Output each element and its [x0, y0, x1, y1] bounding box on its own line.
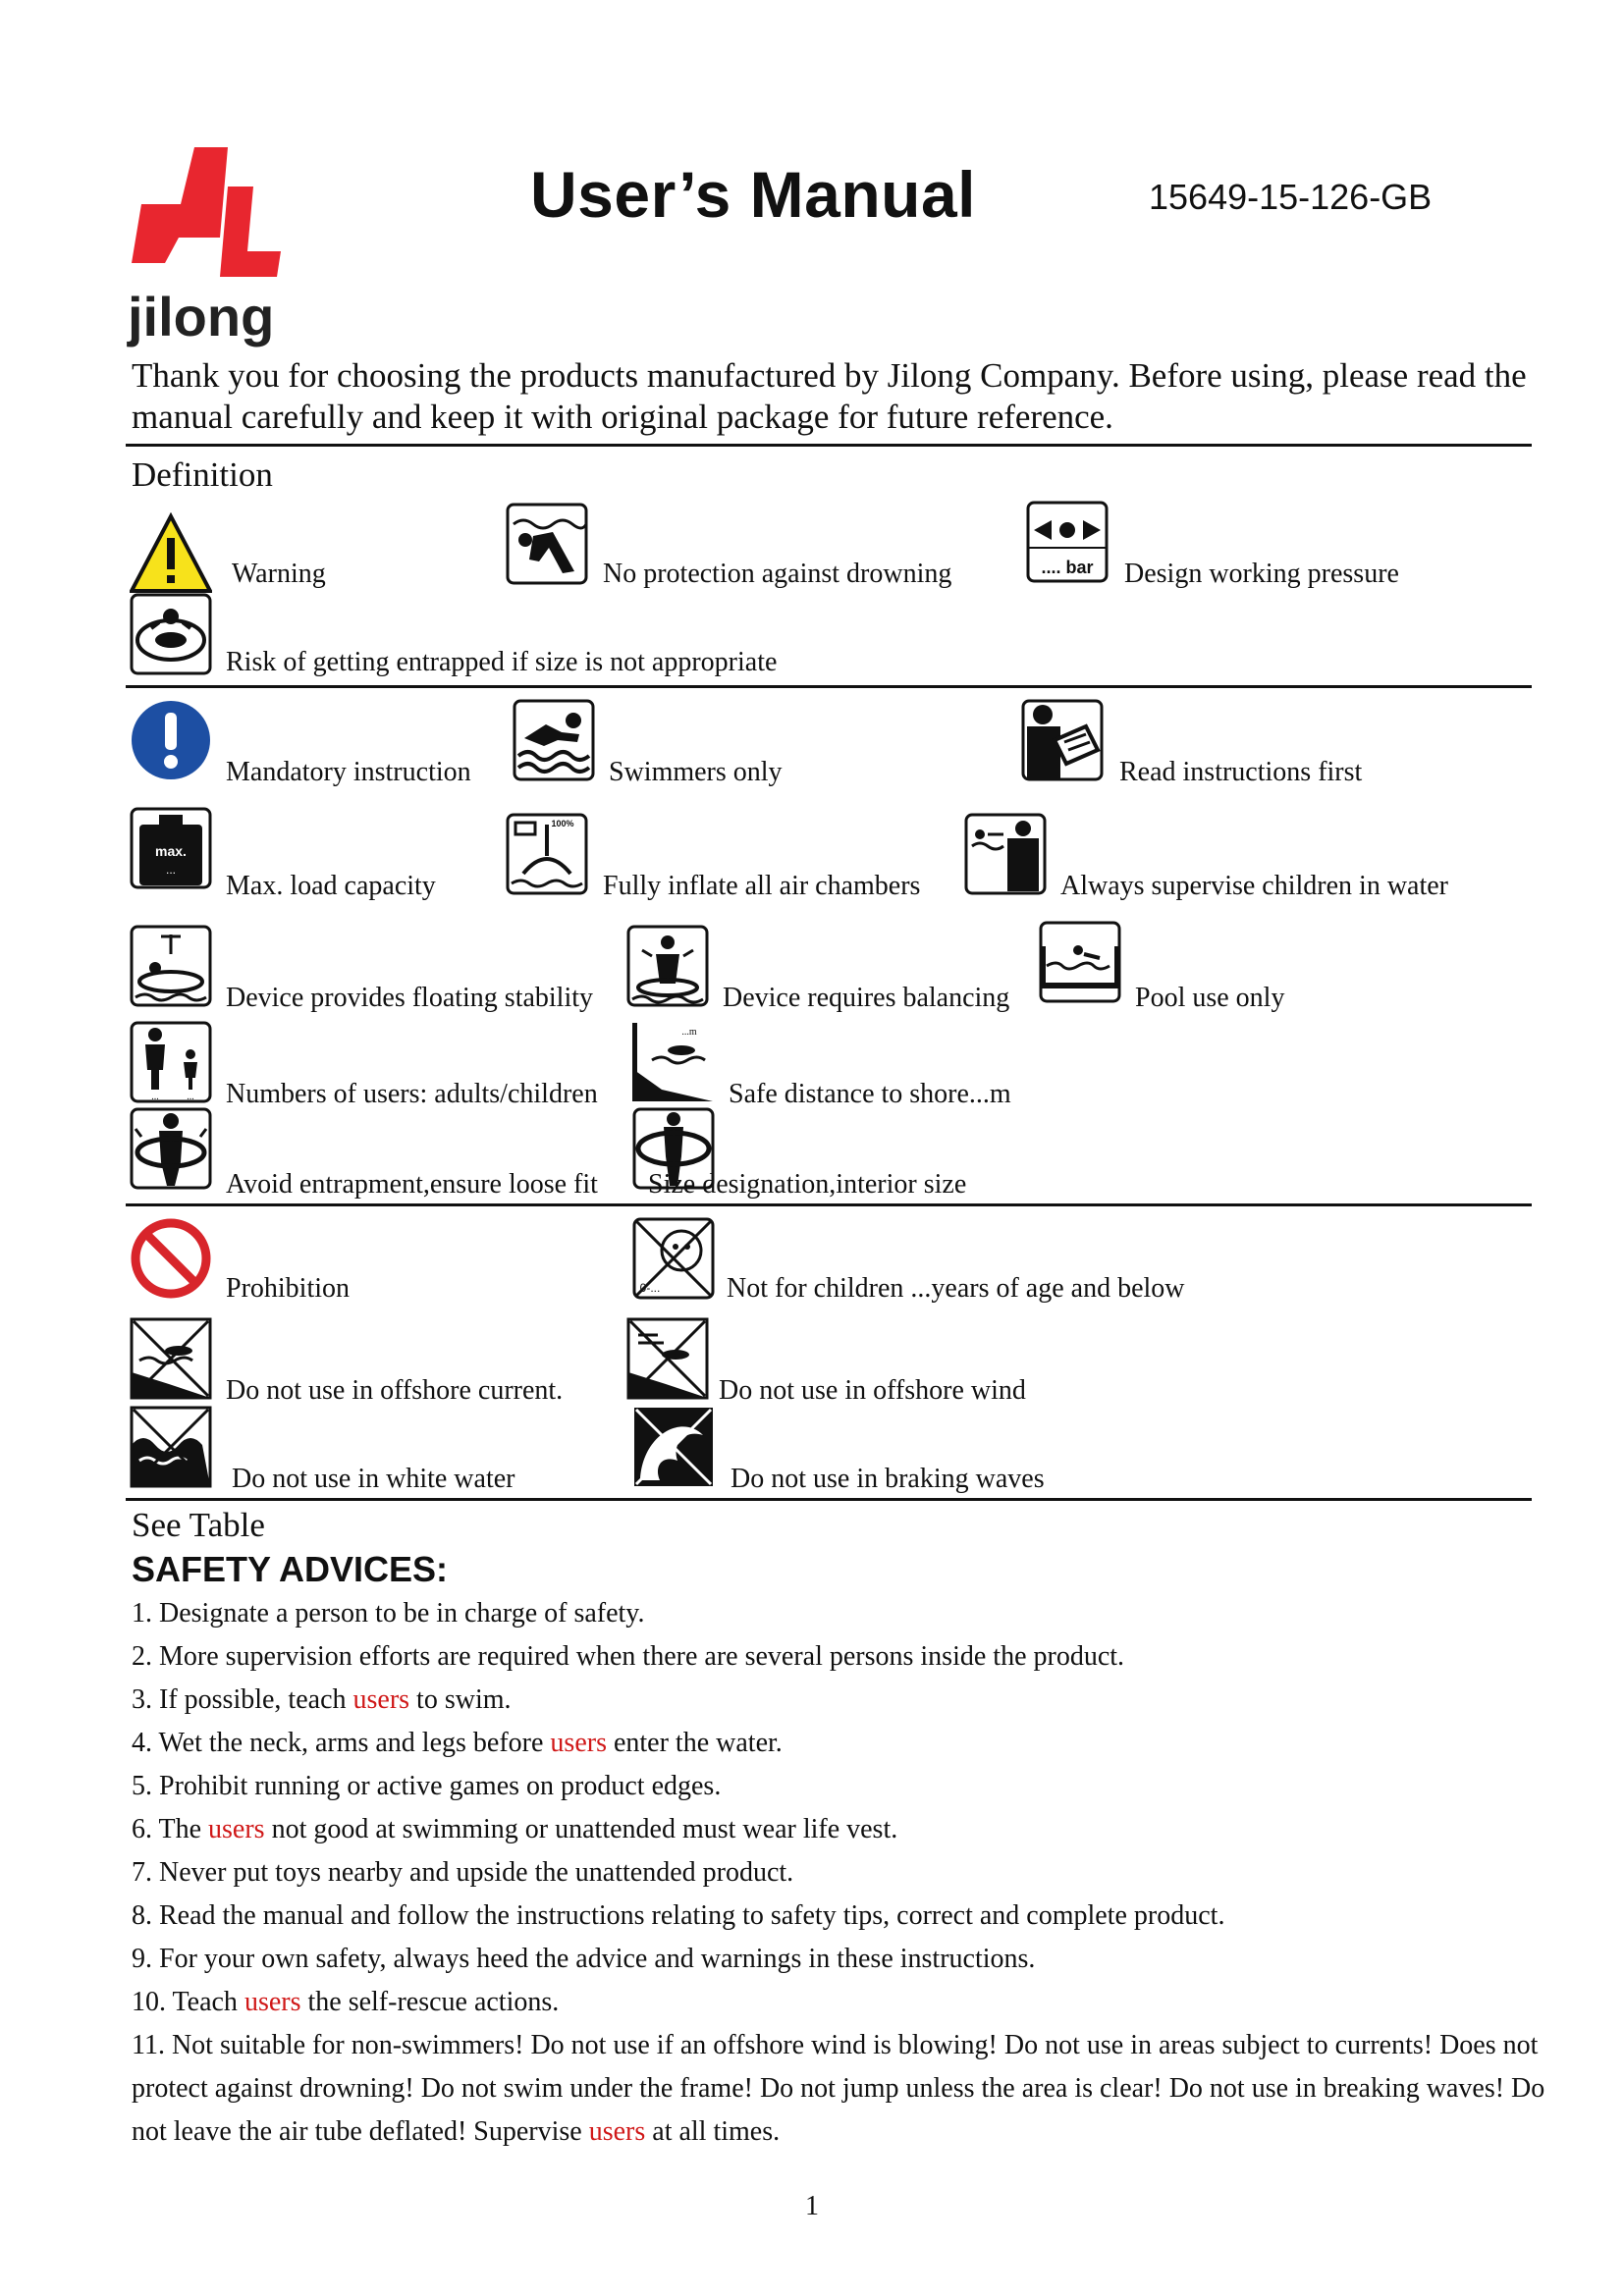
list-item: 7. Never put toys nearby and upside the unattended product.: [132, 1857, 794, 1888]
pool-only-icon: [1039, 921, 1121, 1003]
list-item: 11. Not suitable for non-swimmers! Do not use if an offshore wind is blowing! Do not use in areas subject to currents! Does not protect against drowning! Do not swim under the frame! Do not jump unless the area is clear! Do not use in breaking waves! Do not leave the air tube deflated! Supervise users at all times.: [132, 2030, 1545, 2147]
list-item: 1. Designate a person to be in charge of safety.: [132, 1598, 645, 1629]
braking-waves-label: Do not use in braking waves: [731, 1464, 1045, 1494]
pool-only-label: Pool use only: [1135, 983, 1285, 1013]
loose-fit-icon: [130, 1107, 212, 1190]
svg-text:...: ...: [187, 1092, 194, 1102]
floating-stability-label: Device provides floating stability: [226, 983, 594, 1013]
safety-heading: SAFETY ADVICES:: [132, 1549, 449, 1589]
design-pressure-label: Design working pressure: [1124, 559, 1399, 589]
users-number-icon: [130, 1021, 212, 1103]
warning-label: Warning: [232, 559, 326, 589]
not-for-children-icon: [632, 1217, 715, 1300]
prohibition-label: Prohibition: [226, 1273, 351, 1304]
supervise-children-label: Always supervise children in water: [1060, 871, 1448, 901]
white-water-label: Do not use in white water: [232, 1464, 515, 1494]
list-item: 9. For your own safety, always heed the advice and warnings in these instructions.: [132, 1944, 1036, 1974]
offshore-current-icon: [130, 1317, 212, 1400]
entrapment-risk-label: Risk of getting entrapped if size is not appropriate: [226, 647, 778, 677]
divider: [126, 1203, 1532, 1206]
not-for-children-label: Not for children ...years of age and below: [727, 1273, 1185, 1304]
page-title: User’s Manual: [530, 158, 976, 231]
svg-text:jilong: jilong: [128, 286, 275, 347]
offshore-wind-label: Do not use in offshore wind: [719, 1375, 1026, 1406]
document-number: 15649-15-126-GB: [1149, 177, 1433, 217]
list-item: 8. Read the manual and follow the instructions relating to safety tips, correct and complete product.: [132, 1900, 1225, 1931]
max-load-icon: [130, 807, 212, 889]
supervise-children-icon: [964, 813, 1047, 895]
balancing-label: Device requires balancing: [723, 983, 1010, 1013]
design-pressure-icon: [1026, 501, 1109, 583]
svg-text:...: ...: [151, 1092, 159, 1102]
braking-waves-icon: [632, 1406, 715, 1488]
list-item: 4. Wet the neck, arms and legs before users enter the water.: [132, 1728, 783, 1758]
list-item: 2. More supervision efforts are required when there are several persons inside the product.: [132, 1641, 1125, 1672]
fully-inflate-icon: [506, 813, 588, 895]
max-load-label: Max. load capacity: [226, 871, 436, 901]
warning-triangle-icon: [130, 512, 212, 595]
fully-inflate-icon-text: 100%: [551, 819, 574, 828]
swimmers-only-icon: [513, 699, 595, 781]
prohibition-icon: [130, 1217, 212, 1300]
intro-paragraph: Thank you for choosing the products manufactured by Jilong Company. Before using, please read the manual carefully and keep it with original package for future reference.: [132, 356, 1527, 436]
users-number-label: Numbers of users: adults/children: [226, 1079, 598, 1109]
read-instructions-label: Read instructions first: [1119, 757, 1363, 787]
shore-distance-label: Safe distance to shore...m: [729, 1079, 1011, 1109]
divider: [126, 444, 1532, 447]
mandatory-icon: [130, 699, 212, 781]
svg-text:...: ...: [165, 863, 177, 877]
loose-fit-label: Avoid entrapment,ensure loose fit: [226, 1169, 598, 1200]
divider: [126, 685, 1532, 688]
list-item: 5. Prohibit running or active games on product edges.: [132, 1771, 722, 1801]
balancing-icon: [626, 925, 709, 1007]
offshore-wind-icon: [626, 1317, 709, 1400]
see-table-note: See Table: [132, 1506, 265, 1544]
mandatory-label: Mandatory instruction: [226, 757, 471, 787]
fully-inflate-label: Fully inflate all air chambers: [603, 871, 921, 901]
read-instructions-icon: [1021, 699, 1104, 781]
floating-stability-icon: [130, 925, 212, 1007]
definition-heading: Definition: [132, 455, 273, 494]
size-designation-label: Size designation,interior size: [648, 1169, 967, 1200]
no-drowning-protection-icon: [506, 503, 588, 585]
divider: [126, 1498, 1532, 1501]
svg-text:...m: ...m: [681, 1027, 697, 1038]
entrapment-risk-icon: [130, 593, 212, 675]
white-water-icon: [130, 1406, 212, 1488]
list-item: 3. If possible, teach users to swim.: [132, 1684, 512, 1715]
list-item: 10. Teach users the self-rescue actions.: [132, 1987, 560, 2017]
offshore-current-label: Do not use in offshore current.: [226, 1375, 564, 1406]
no-drowning-protection-label: No protection against drowning: [603, 559, 952, 589]
max-load-icon-text: max.: [155, 843, 187, 859]
page-number: 1: [805, 2191, 819, 2221]
jilong-logo: [126, 143, 293, 349]
not-for-children-icon-text: 0-...: [639, 1281, 661, 1295]
list-item: 6. The users not good at swimming or unattended must wear life vest.: [132, 1814, 898, 1844]
swimmers-only-label: Swimmers only: [609, 757, 783, 787]
design-pressure-icon-text: .... bar: [1041, 558, 1094, 577]
shore-distance-icon: [632, 1021, 715, 1103]
